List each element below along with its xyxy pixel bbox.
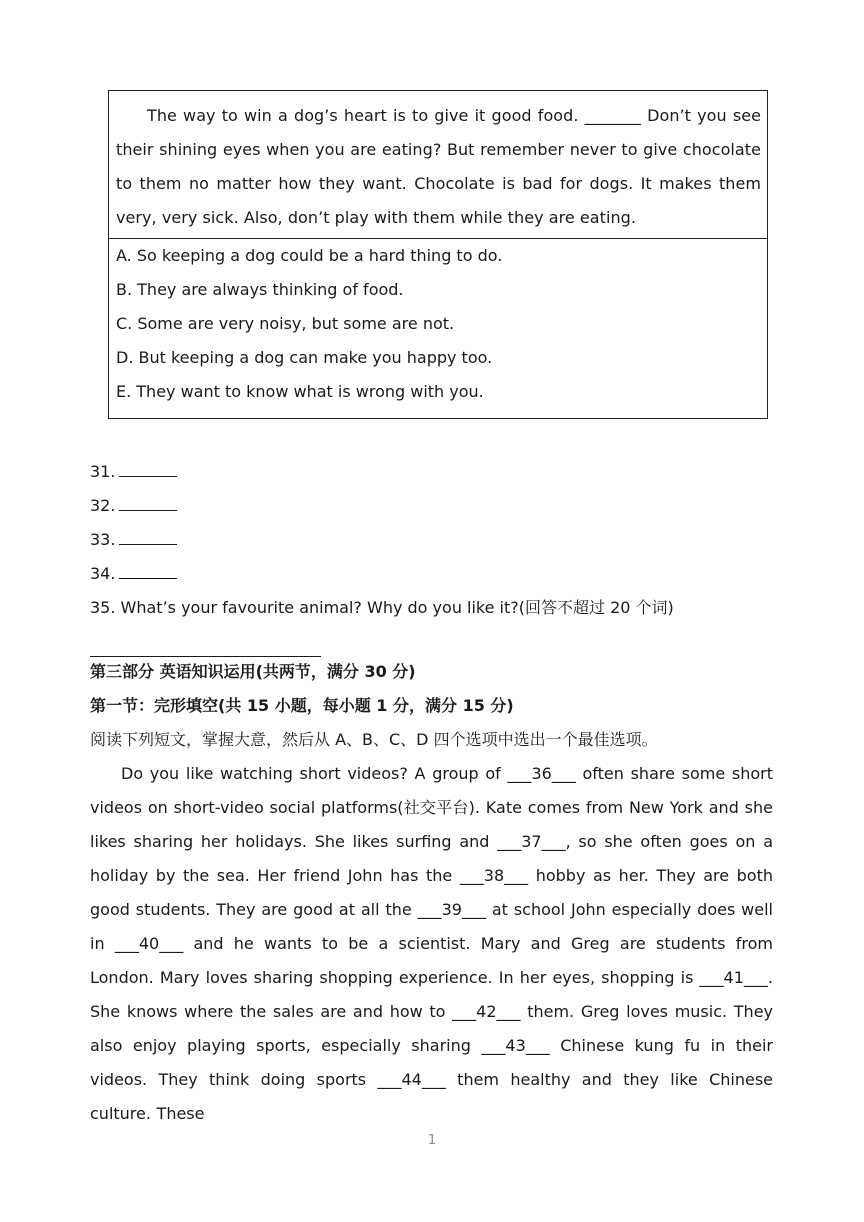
answer-section (90, 455, 780, 657)
reading-passage: The way to win a dog’s heart is to give it good food. _______ Don’t you see their shining eyes when you are eating? But remember never to give chocolate to them no matter how they want. Chocolate is bad for dogs. It makes them very, very sick. Also, don’t play with them while they are eating. (116, 106, 761, 227)
section-title: 第一节：完形填空(共 15 小题，每小题 1 分，满分 15 分) (90, 696, 514, 715)
answer-line-32 (90, 489, 780, 523)
answer-blank[interactable] (119, 564, 177, 579)
answer-blank[interactable] (119, 462, 177, 477)
question-number: 32. (90, 496, 116, 515)
options-list (109, 239, 767, 409)
cloze-passage: Do you like watching short videos? A group of ___36___ often share some short videos on short-video social platforms(社交平台). Kate comes from New York and she likes sharing her holidays. She likes surfing and ___37___, so she often goes on a holiday by the sea. Her friend John has the ___38___ hobby as her. They are both good students. They are good at all the ___39___ at school John especially does well in ___40___ and he wants to be a scientist. Mary and Greg are students from London. Mary loves sharing shopping experience. In her eyes, shopping is ___41___. She knows where the sales are and how to ___42___ them. Greg loves music. They also enjoy playing sports, especially sharing ___43___ Chinese kung fu in their videos. They think doing sports ___44___ them healthy and they like Chinese culture. These (90, 764, 773, 1123)
answer-blank[interactable] (119, 530, 177, 545)
option-a: A. So keeping a dog could be a hard thing to do. (116, 246, 503, 265)
reading-task-box (108, 90, 768, 419)
answer-line-33 (90, 523, 780, 557)
option-e: E. They want to know what is wrong with you. (116, 382, 484, 401)
part-title: 第三部分 英语知识运用(共两节，满分 30 分) (90, 662, 416, 681)
page-number: 1 (427, 1133, 437, 1148)
answer-line-31 (90, 455, 780, 489)
option-b: B. They are always thinking of food. (116, 280, 404, 299)
question-number: 34. (90, 564, 116, 583)
part-three-section (90, 655, 780, 1131)
option-d: D. But keeping a dog can make you happy too. (116, 348, 493, 367)
question-35: 35. What’s your favourite animal? Why do you like it?(回答不超过 20 个词) (90, 598, 674, 617)
answer-line-34 (90, 557, 780, 591)
question-number: 33. (90, 530, 116, 549)
answer-blank[interactable] (119, 496, 177, 511)
question-number: 31. (90, 462, 116, 481)
option-c: C. Some are very noisy, but some are not. (116, 314, 455, 333)
instruction-text: 阅读下列短文，掌握大意，然后从 A、B、C、D 四个选项中选出一个最佳选项。 (90, 730, 658, 749)
